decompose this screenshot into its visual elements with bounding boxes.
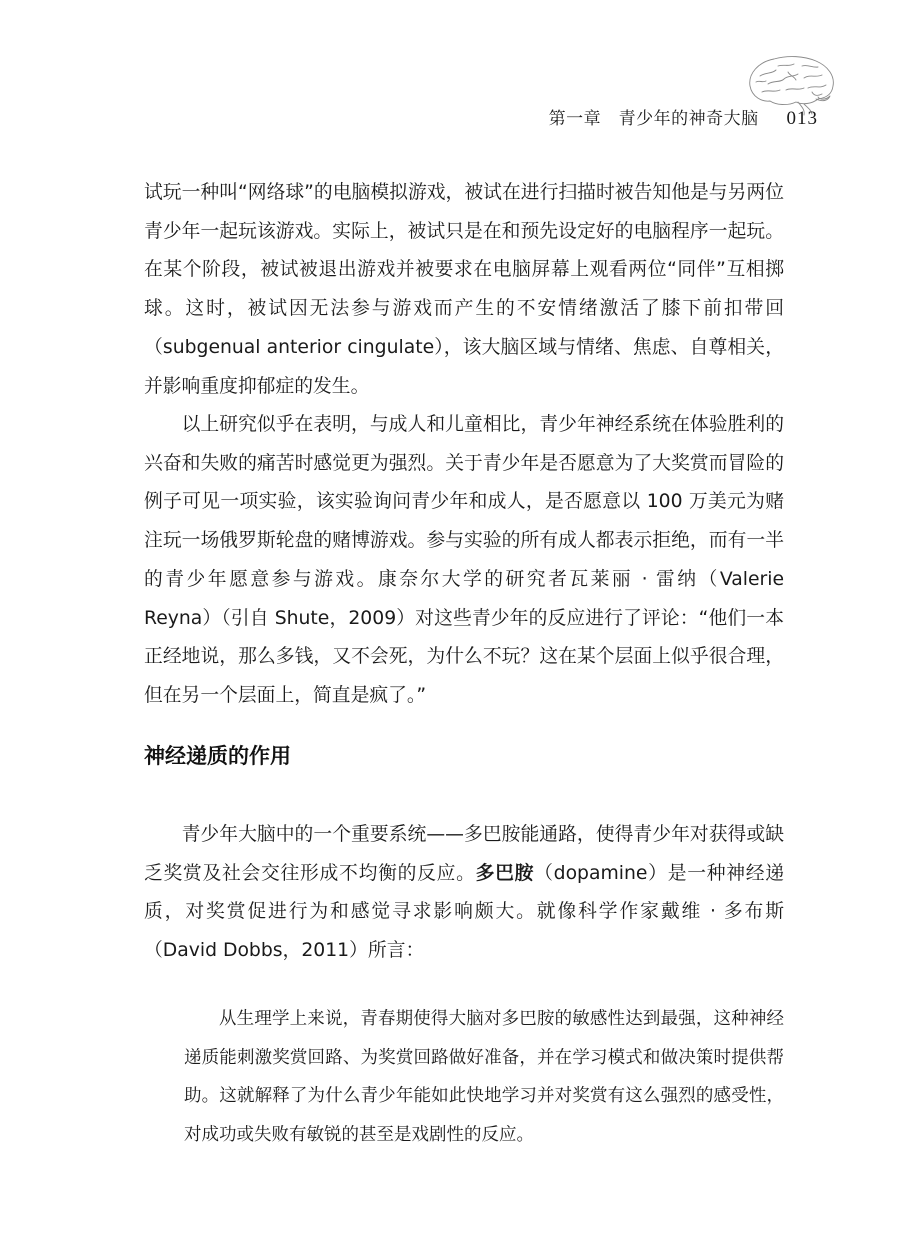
paragraph-1 bbox=[144, 174, 784, 406]
dopamine-term: 多巴胺 bbox=[475, 862, 535, 884]
paragraph-1-text: 试玩一种叫“网络球”的电脑模拟游戏，被试在进行扫描时被告知他是与另两位青少年一起玩该游戏。实际上，被试只是在和预先设定好的电脑程序一起玩。在某个阶段，被试被退出游戏并被要求在电脑屏幕上观看两位“同伴”互相掷球。这时，被试因无法参与游戏而产生的不安情绪激活了膝下前扣带回（subgenual anterior cingulate），该大脑区域与情绪、焦虑、自尊相关，并影响重度抑郁症的发生。 bbox=[144, 182, 784, 397]
chapter-title: 第一章 青少年的神奇大脑 bbox=[548, 109, 759, 129]
page-number: 013 bbox=[786, 108, 818, 129]
running-head bbox=[549, 104, 818, 130]
paragraph-3-end: （dopamine）是一种神经递质，对奖赏促进行为和感觉寻求影响颇大。就像科学作家戴维 · 多布斯（David Dobbs，2011）所言： bbox=[144, 862, 785, 962]
paragraph-2-text: 以上研究似乎在表明，与成人和儿童相比，青少年神经系统在体验胜利的兴奋和失败的痛苦时感觉更为强烈。关于青少年是否愿意为了大奖赏而冒险的例子可见一项实验，该实验询问青少年和成人，是否愿意以 100 万美元为赌注玩一场俄罗斯轮盘的赌博游戏。参与实验的所有成人都表示拒绝，而有一半的青少年愿意参与游戏。康奈尔大学的研究者瓦莱丽 · 雷纳（Valerie Reyna）（引自 Shute，2009）对这些青少年的反应进行了评论：“他们一本正经地说，那么多钱，又不会死，为什么不玩？这在某个层面上似乎很合理，但在另一个层面上，简直是疯了。” bbox=[144, 414, 784, 706]
paragraph-2 bbox=[144, 406, 784, 716]
block-quote bbox=[184, 1000, 784, 1154]
block-quote-text: 从生理学上来说，青春期使得大脑对多巴胺的敏感性达到最强，这种神经递质能刺激奖赏回路、为奖赏回路做好准备，并在学习模式和做决策时提供帮助。这就解释了为什么青少年能如此快地学习并对奖赏有这么强烈的感受性，对成功或失败有敏锐的甚至是戏剧性的反应。 bbox=[184, 1009, 784, 1145]
paragraph-3-text bbox=[144, 816, 784, 971]
section-heading: 神经递质的作用 bbox=[144, 744, 291, 768]
paragraph-3-start: 青少年大脑中的一个重要系统——多巴胺能通路，使得青少年对获得或缺乏奖赏及社会交往形成不均衡的反应。 bbox=[144, 824, 784, 884]
paragraph-3 bbox=[144, 816, 784, 971]
